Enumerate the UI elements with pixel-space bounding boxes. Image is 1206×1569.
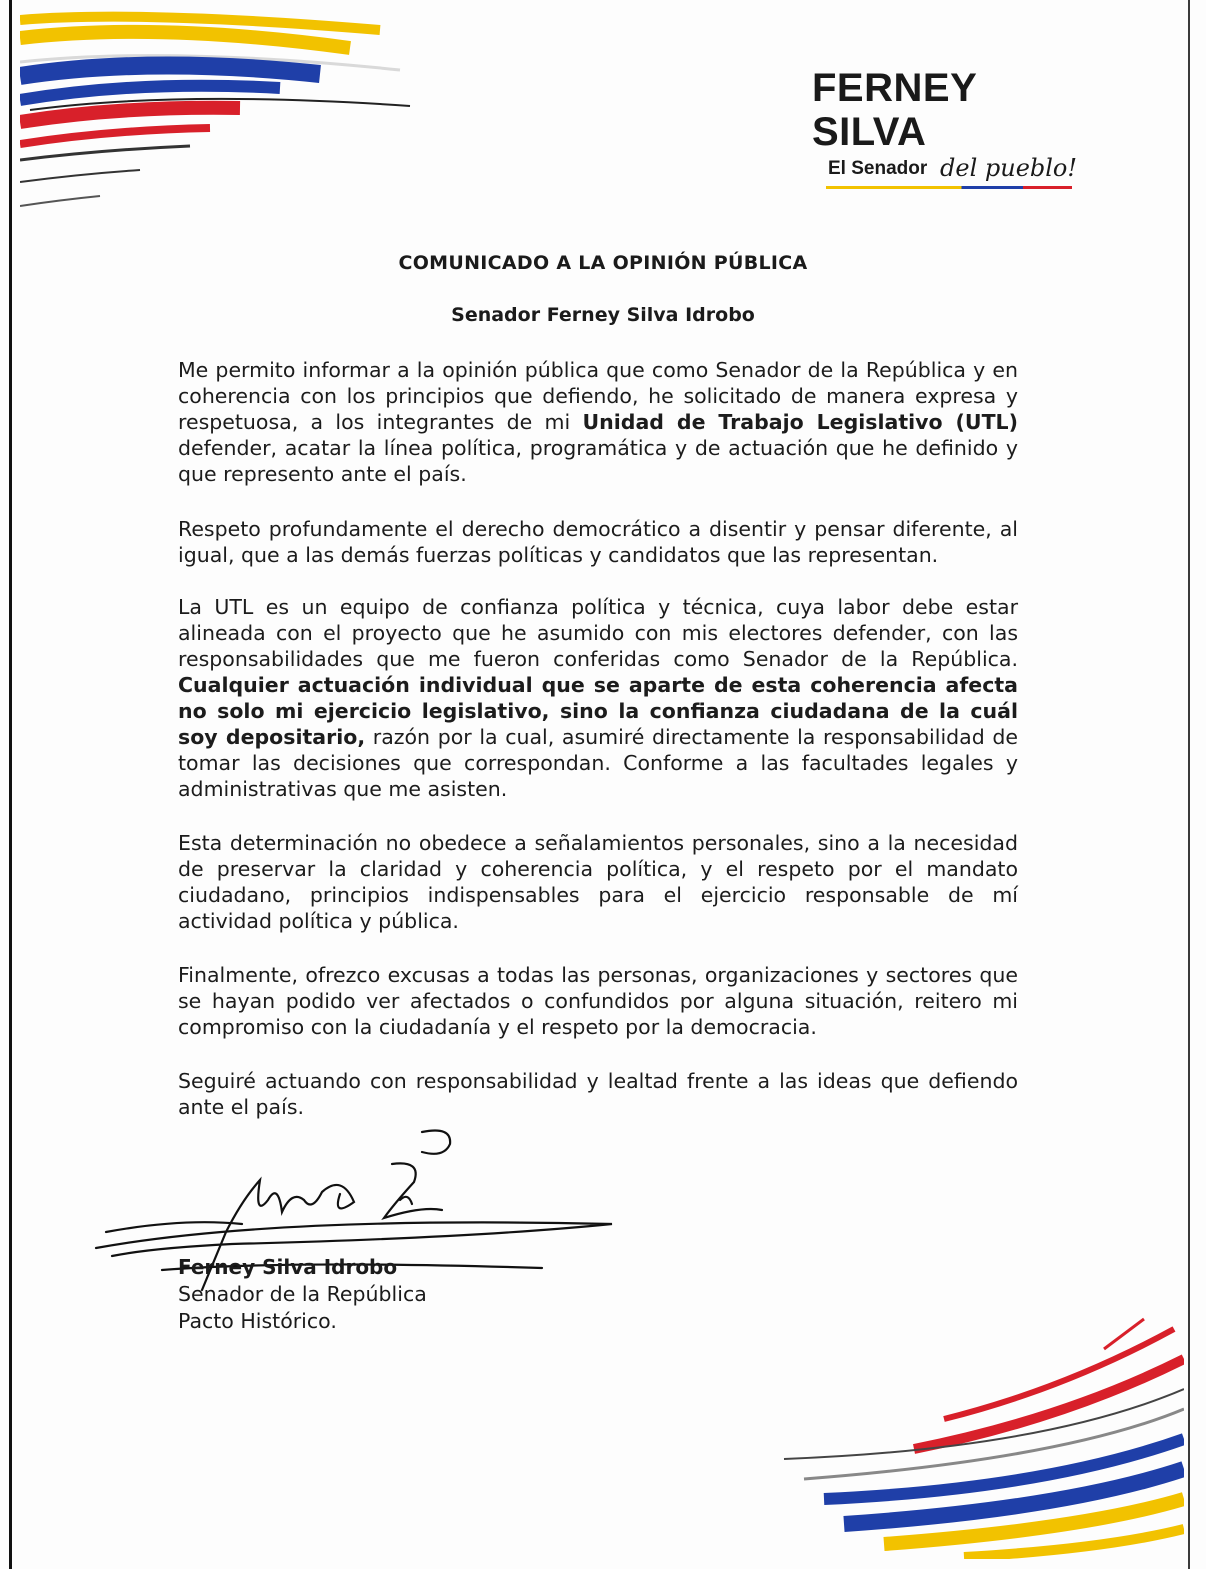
document-title: COMUNICADO A LA OPINIÓN PÚBLICA xyxy=(398,252,808,274)
logo-tagline: El Senador xyxy=(828,158,928,179)
paragraph-4: Esta determinación no obedece a señalamientos personales, sino a la necesidad de preservar la claridad y coherencia política, y el respeto por el mandato ciudadano, principios indispensables para el ejercicio responsable de mí actividad política y pública. xyxy=(178,831,1018,933)
paragraph-6: Seguiré actuando con responsabilidad y lealtad frente a las ideas que defiendo ante el país. xyxy=(178,1069,1018,1119)
logo-underline xyxy=(826,186,1072,189)
signer-role: Senador de la República xyxy=(178,1282,427,1306)
logo-name: FERNEY SILVA xyxy=(812,66,977,154)
flag-stripes-top-left xyxy=(20,10,420,220)
paragraph-3: La UTL es un equipo de confianza política y técnica, cuya labor debe estar alineada con el proyecto que he asumido con mis electores defender, con las responsabilidades que me fueron conferidas como Senador de la República. Cualquier actuación individual que se aparte de esta coherencia afecta no solo mi ejercicio legislativo, sino la confianza ciudadana de la cuál soy depositario, razón por la cual, asumiré directamente la responsabilidad de tomar las decisiones que correspondan. Conforme a las facultades legales y administrativas que me asisten. xyxy=(178,595,1018,801)
logo-tagline-script: del pueblo! xyxy=(940,154,1078,182)
signer-name: Ferney Silva Idrobo xyxy=(178,1255,398,1279)
right-border xyxy=(1188,0,1190,1569)
flag-stripes-bottom-right xyxy=(764,1309,1184,1559)
paragraph-2: Respeto profundamente el derecho democrático a disentir y pensar diferente, al igual, que a las demás fuerzas políticas y candidatos que las representan. xyxy=(178,517,1018,567)
document-subtitle: Senador Ferney Silva Idrobo xyxy=(451,304,755,326)
paragraph-1: Me permito informar a la opinión pública que como Senador de la República y en coherencia con los principios que defiendo, he solicitado de manera expresa y respetuosa, a los integrantes de mi Unidad de Trabajo Legislativo (UTL) defender, acatar la línea política, programática y de actuación que he definido y que represento ante el país. xyxy=(178,358,1018,486)
brand-logo xyxy=(812,66,1082,194)
paragraph-5: Finalmente, ofrezco excusas a todas las personas, organizaciones y sectores que se hayan podido ver afectados o confundidos por alguna situación, reitero mi compromiso con la ciudadanía y el respeto por la democracia. xyxy=(178,963,1018,1039)
signer-party: Pacto Histórico. xyxy=(178,1309,337,1333)
left-border xyxy=(9,0,12,1569)
